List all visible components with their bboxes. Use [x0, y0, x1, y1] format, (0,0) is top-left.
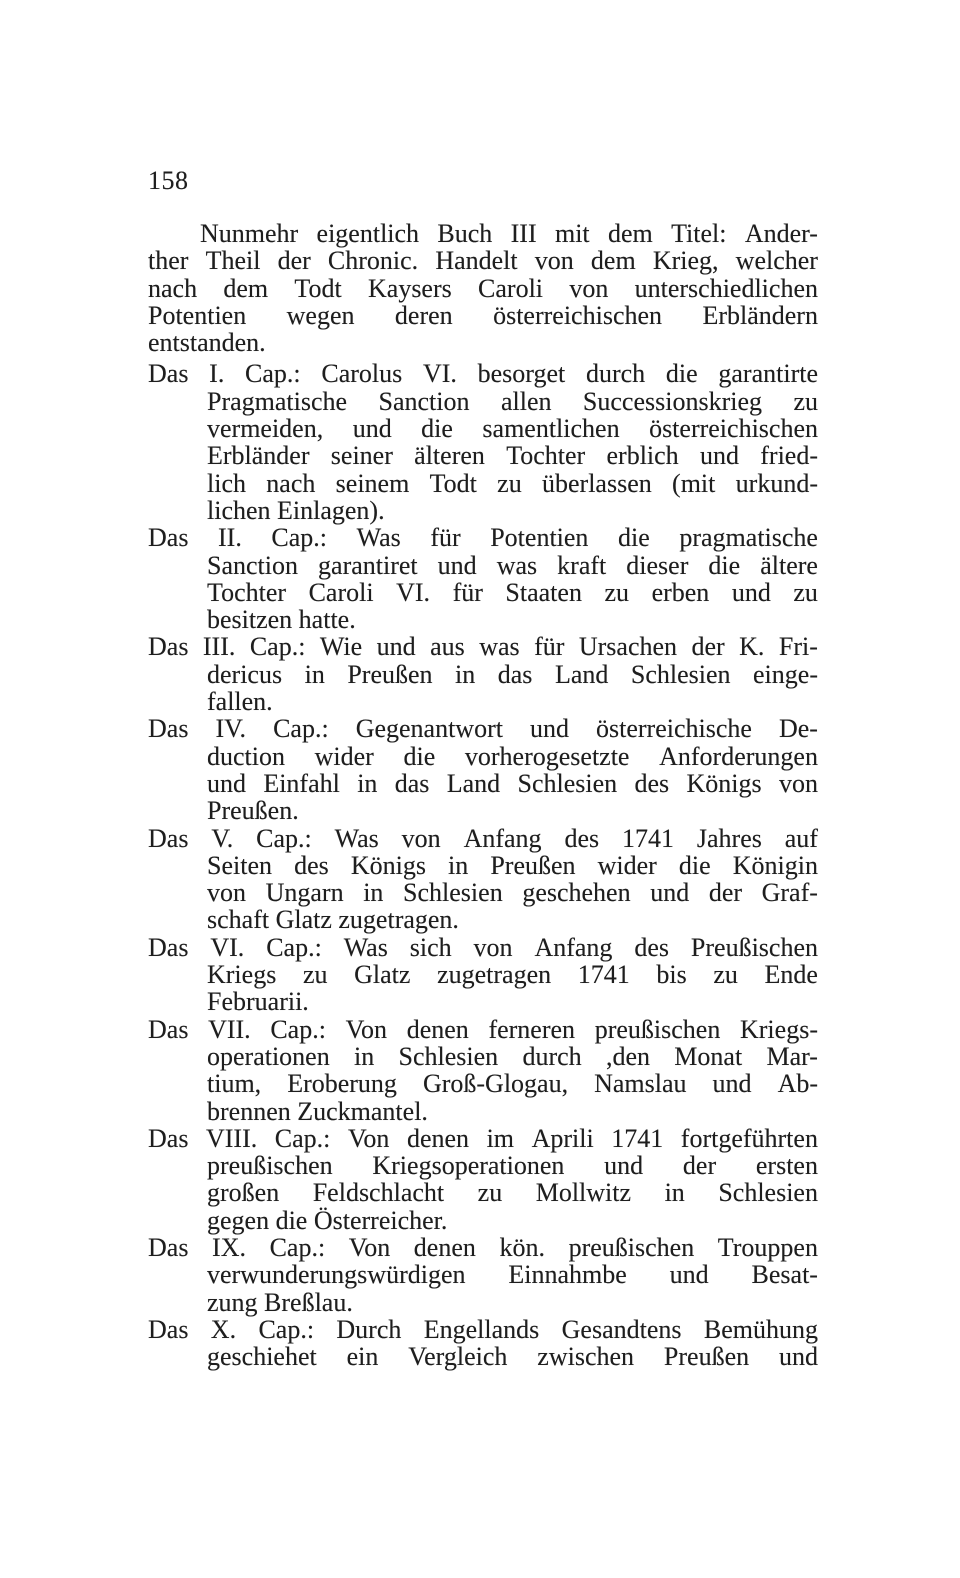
text-line: [207, 1343, 818, 1370]
word: und: [731, 577, 771, 607]
word: Das: [148, 714, 189, 744]
word: Land: [446, 768, 501, 798]
chapter-entry-II: [148, 524, 818, 633]
word: was: [496, 550, 538, 580]
text-line: [207, 442, 818, 469]
word: V.: [211, 823, 234, 853]
word: im: [486, 1123, 515, 1153]
word: dericus: [207, 659, 283, 689]
word: Titel:: [671, 219, 727, 248]
word: Das: [148, 523, 189, 553]
word: und: [437, 550, 477, 580]
chapter-entry-IV: [148, 715, 818, 824]
text-line: [148, 633, 818, 660]
word: durch: [522, 1041, 582, 1071]
word: erblich: [606, 441, 679, 471]
text-line: [207, 852, 818, 879]
word: nach: [266, 468, 316, 498]
text-line: [148, 934, 818, 961]
word: I.: [209, 359, 225, 389]
word: des: [564, 823, 600, 853]
word: 1741: [577, 960, 630, 990]
word: österreichische: [596, 714, 752, 744]
text-line: [148, 1016, 818, 1043]
word: erben: [651, 577, 710, 607]
word: IV.: [215, 714, 247, 744]
word: ,den: [605, 1041, 650, 1071]
text-line: [207, 661, 818, 688]
text-line: gegen die Österreicher.: [207, 1205, 448, 1235]
word: Trouppen: [717, 1232, 818, 1262]
word: Cap.:: [270, 1014, 326, 1044]
word: X.: [210, 1314, 237, 1344]
word: Todt: [429, 468, 477, 498]
word: Preußen: [663, 1342, 750, 1372]
word: von: [401, 823, 441, 853]
word: und: [650, 878, 690, 908]
word: Gegenantwort: [355, 714, 503, 744]
word: Kriegs-: [740, 1014, 818, 1044]
word: großen: [207, 1178, 280, 1208]
text-line: [148, 247, 818, 274]
word: zu: [302, 960, 328, 990]
word: vermeiden,: [207, 414, 324, 444]
text-line: entstanden.: [148, 328, 266, 358]
word: von: [778, 768, 818, 798]
word: Cap.:: [245, 359, 301, 389]
word: einge-: [753, 659, 818, 689]
word: der: [691, 632, 725, 662]
word: in: [448, 850, 469, 880]
word: dem: [607, 219, 653, 248]
word: älteren: [414, 441, 485, 471]
word: Cap.:: [256, 823, 312, 853]
word: welcher: [735, 246, 818, 276]
text-line: [148, 302, 818, 329]
word: ther: [148, 246, 189, 276]
word: Bemühung: [703, 1314, 818, 1344]
word: Tochter: [207, 577, 287, 607]
word: Successionskrieg: [582, 386, 763, 416]
word: preußischen: [594, 1014, 721, 1044]
word: deren: [394, 300, 453, 330]
page-number: 158: [148, 166, 189, 195]
word: II.: [218, 523, 242, 553]
word: Königs: [686, 768, 762, 798]
word: Das: [148, 932, 189, 962]
word: zu: [477, 1178, 503, 1208]
word: denen: [413, 1232, 476, 1262]
text-line: [207, 743, 818, 770]
text-line: [207, 1043, 818, 1070]
word: IX.: [212, 1232, 246, 1262]
text-line: zung Breßlau.: [207, 1287, 353, 1317]
chapter-entry-V: [148, 825, 818, 934]
text-line: [148, 1234, 818, 1261]
word: Eroberung: [287, 1069, 397, 1099]
word: Mollwitz: [535, 1178, 632, 1208]
word: Schlesien: [403, 878, 503, 908]
word: Potentien: [148, 300, 247, 330]
word: Cap.:: [249, 632, 306, 662]
word: Schlesien: [517, 768, 618, 798]
word: des: [634, 932, 669, 962]
text-line: [148, 275, 818, 302]
text-line: [148, 1316, 818, 1343]
text-line: [148, 825, 818, 852]
word: Tochter: [506, 441, 586, 471]
text-line: [200, 220, 818, 247]
word: wider: [597, 850, 657, 880]
word: in: [357, 768, 378, 798]
text-line: [148, 715, 818, 742]
word: Ungarn: [265, 878, 344, 908]
text-line: [207, 879, 818, 906]
word: ersten: [755, 1151, 818, 1181]
text-line: [207, 1070, 818, 1097]
word: Ende: [764, 960, 818, 990]
word: auf: [784, 823, 818, 853]
word: Cap.:: [271, 523, 328, 553]
text-line: schaft Glatz zugetragen.: [207, 905, 459, 935]
chapter-entry-VII: [148, 1016, 818, 1125]
word: zwischen: [537, 1342, 635, 1372]
word: Monat: [674, 1041, 743, 1071]
word: nach: [148, 273, 198, 303]
word: Erbländer: [207, 441, 310, 471]
word: Was: [343, 932, 388, 962]
text-line: [207, 579, 818, 606]
word: Was: [356, 523, 401, 553]
word: Sanction: [207, 550, 298, 580]
word: preußischen: [568, 1232, 695, 1262]
word: Das: [148, 632, 189, 662]
word: zugetragen: [437, 960, 552, 990]
word: Aprili: [531, 1123, 594, 1153]
text-line: [207, 1261, 818, 1288]
text-line: [207, 961, 818, 988]
word: VIII.: [205, 1123, 258, 1153]
word: Graf-: [761, 878, 818, 908]
word: kön.: [499, 1232, 545, 1262]
text-line: besitzen hatte.: [207, 605, 356, 635]
word: Kaysers: [368, 273, 452, 303]
chapter-entry-I: [148, 360, 818, 524]
word: wegen: [286, 300, 355, 330]
word: Schlesien: [718, 1178, 818, 1208]
word: VII.: [208, 1014, 251, 1044]
word: Cap.:: [269, 1232, 326, 1262]
word: der: [708, 878, 743, 908]
word: und: [712, 1069, 752, 1099]
word: Ab-: [777, 1069, 818, 1099]
chapter-entry-VIII: [148, 1125, 818, 1234]
word: aus: [430, 632, 465, 662]
word: Einfahl: [263, 768, 340, 798]
word: ferneren: [488, 1014, 576, 1044]
word: Groß-Glogau,: [422, 1069, 569, 1099]
word: durch: [585, 359, 646, 389]
word: und: [529, 714, 569, 744]
text-line: [148, 524, 818, 551]
word: und: [699, 441, 739, 471]
word: Das: [148, 359, 189, 389]
word: Caroli: [308, 577, 374, 607]
word: in: [455, 659, 476, 689]
word: von: [207, 878, 246, 908]
word: zu: [713, 960, 738, 990]
word: Caroli: [478, 273, 544, 303]
word: Ander-: [744, 219, 818, 248]
word: Besat-: [751, 1260, 818, 1290]
word: 1741: [611, 1123, 664, 1153]
word: Ursachen: [578, 632, 678, 662]
word: Wie: [319, 632, 363, 662]
word: operationen: [207, 1041, 330, 1071]
word: III.: [202, 632, 236, 662]
word: kraft: [557, 550, 607, 580]
word: mit: [554, 219, 590, 248]
word: denen: [406, 1014, 469, 1044]
word: und: [604, 1151, 644, 1181]
word: und: [778, 1342, 818, 1372]
chapter-entry-X: [148, 1316, 818, 1371]
text-line: Februarii.: [207, 987, 309, 1017]
text-line: [207, 470, 818, 497]
word: in: [363, 878, 384, 908]
word: Anforderungen: [659, 741, 818, 771]
word: fortgeführten: [680, 1123, 818, 1153]
word: pragmatische: [679, 523, 818, 553]
word: für: [534, 632, 565, 662]
word: die: [708, 550, 741, 580]
word: Preußen: [490, 850, 576, 880]
word: zu: [793, 386, 818, 416]
text-line: [207, 1152, 818, 1179]
word: die: [618, 523, 650, 553]
word: preußischen: [207, 1151, 333, 1181]
word: überlassen: [542, 468, 652, 498]
word: Das: [148, 1123, 189, 1153]
word: Vergleich: [408, 1342, 508, 1372]
word: und: [207, 768, 246, 798]
word: vorherogesetzte: [464, 741, 630, 771]
word: geschiehet: [207, 1342, 317, 1372]
word: Durch: [336, 1314, 402, 1344]
word: fried-: [760, 441, 818, 471]
word: K.: [739, 632, 765, 662]
word: in: [664, 1178, 685, 1208]
word: Jahres: [696, 823, 762, 853]
text-line: Preußen.: [207, 796, 299, 826]
word: geschehen: [522, 878, 631, 908]
word: Cap.:: [273, 714, 329, 744]
word: österreichischen: [493, 300, 663, 330]
word: seiner: [330, 441, 393, 471]
word: die: [678, 850, 711, 880]
text-line: [207, 552, 818, 579]
word: von: [534, 246, 574, 276]
word: Anfang: [534, 932, 613, 962]
word: Königin: [732, 850, 818, 880]
word: Erbländern: [702, 300, 818, 330]
word: Mar-: [766, 1041, 818, 1071]
word: des: [634, 768, 670, 798]
word: Buch: [437, 219, 493, 248]
word: besorget: [477, 359, 566, 389]
word: VI.: [396, 577, 431, 607]
word: eigentlich: [316, 219, 420, 248]
word: bis: [656, 960, 687, 990]
word: dem: [590, 246, 636, 276]
text-line: [207, 415, 818, 442]
word: was: [479, 632, 520, 662]
word: Einnahmbe: [508, 1260, 627, 1290]
word: Pragmatische: [207, 386, 348, 416]
word: Seiten: [207, 850, 272, 880]
intro-paragraph: [148, 220, 818, 356]
text-line: [207, 770, 818, 797]
word: Potentien: [490, 523, 589, 553]
word: Schlesien: [630, 659, 731, 689]
word: wider: [314, 741, 374, 771]
word: (mit: [672, 468, 716, 498]
word: Staaten: [505, 577, 582, 607]
word: österreichischen: [649, 414, 818, 444]
word: Fri-: [778, 632, 818, 662]
word: Feldschlacht: [312, 1178, 445, 1208]
word: die: [421, 414, 453, 444]
word: ältere: [760, 550, 818, 580]
word: Namslau: [594, 1069, 687, 1099]
word: zu: [793, 577, 818, 607]
word: VI.: [422, 359, 457, 389]
word: Das: [148, 1014, 189, 1044]
word: die: [665, 359, 698, 389]
word: Carolus: [321, 359, 403, 389]
word: sich: [409, 932, 452, 962]
word: garantirte: [718, 359, 818, 389]
word: Von: [345, 1014, 388, 1044]
word: Glatz: [354, 960, 411, 990]
word: Cap.:: [266, 932, 322, 962]
word: Kriegs: [207, 960, 277, 990]
chapter-entry-VI: [148, 934, 818, 1016]
word: von: [473, 932, 513, 962]
word: Preußen: [347, 659, 433, 689]
word: Cap.:: [258, 1314, 315, 1344]
word: dem: [223, 273, 269, 303]
word: Das: [148, 1232, 189, 1262]
word: garantiret: [318, 550, 418, 580]
word: Schlesien: [398, 1041, 499, 1071]
word: der: [277, 246, 311, 276]
word: allen: [500, 386, 552, 416]
text-line: [148, 1125, 818, 1152]
word: De-: [778, 714, 818, 744]
word: von: [569, 273, 609, 303]
word: in: [354, 1041, 375, 1071]
word: Theil: [205, 246, 261, 276]
word: dieser: [626, 550, 689, 580]
table-of-contents: [148, 220, 818, 1370]
chapter-entry-IX: [148, 1234, 818, 1316]
word: denen: [406, 1123, 470, 1153]
word: samentlichen: [482, 414, 620, 444]
word: Kriegsoperationen: [372, 1151, 565, 1181]
word: ein: [346, 1342, 379, 1372]
word: und: [352, 414, 392, 444]
word: Handelt: [435, 246, 518, 276]
word: Krieg,: [652, 246, 719, 276]
text-line: [207, 1179, 818, 1206]
word: Sanction: [378, 386, 470, 416]
word: unterschiedlichen: [634, 273, 818, 303]
word: Von: [347, 1123, 390, 1153]
word: Cap.:: [274, 1123, 331, 1153]
word: in: [304, 659, 325, 689]
word: verwunderungswürdigen: [207, 1260, 466, 1290]
word: Das: [148, 823, 189, 853]
word: Das: [148, 1314, 189, 1344]
text-line: brennen Zuckmantel.: [207, 1096, 428, 1126]
word: urkund-: [735, 468, 818, 498]
text-line: [207, 388, 818, 415]
word: III: [510, 219, 537, 248]
word: und: [376, 632, 416, 662]
word: Was: [334, 823, 379, 853]
chapter-list: [148, 360, 818, 1370]
word: lich: [207, 468, 246, 498]
text-line: [148, 360, 818, 387]
text-line: fallen.: [207, 687, 273, 717]
word: Preußischen: [690, 932, 818, 962]
word: die: [403, 741, 436, 771]
word: VI.: [210, 932, 245, 962]
word: Chronic.: [327, 246, 419, 276]
word: und: [669, 1260, 709, 1290]
word: für: [430, 523, 461, 553]
word: duction: [207, 741, 285, 771]
word: für: [452, 577, 483, 607]
word: Nunmehr: [200, 219, 299, 248]
text-line: lichen Einlagen).: [207, 495, 385, 525]
word: das: [394, 768, 430, 798]
word: der: [682, 1151, 717, 1181]
word: seinem: [335, 468, 410, 498]
word: Von: [348, 1232, 391, 1262]
word: tium,: [207, 1069, 262, 1099]
word: des: [294, 850, 329, 880]
word: Anfang: [463, 823, 542, 853]
word: Gesandtens: [561, 1314, 682, 1344]
word: Land: [554, 659, 609, 689]
word: Engellands: [423, 1314, 540, 1344]
word: Königs: [350, 850, 426, 880]
word: das: [497, 659, 533, 689]
word: 1741: [622, 823, 674, 853]
word: zu: [604, 577, 630, 607]
chapter-entry-III: [148, 633, 818, 715]
word: zu: [497, 468, 522, 498]
word: Todt: [294, 273, 342, 303]
